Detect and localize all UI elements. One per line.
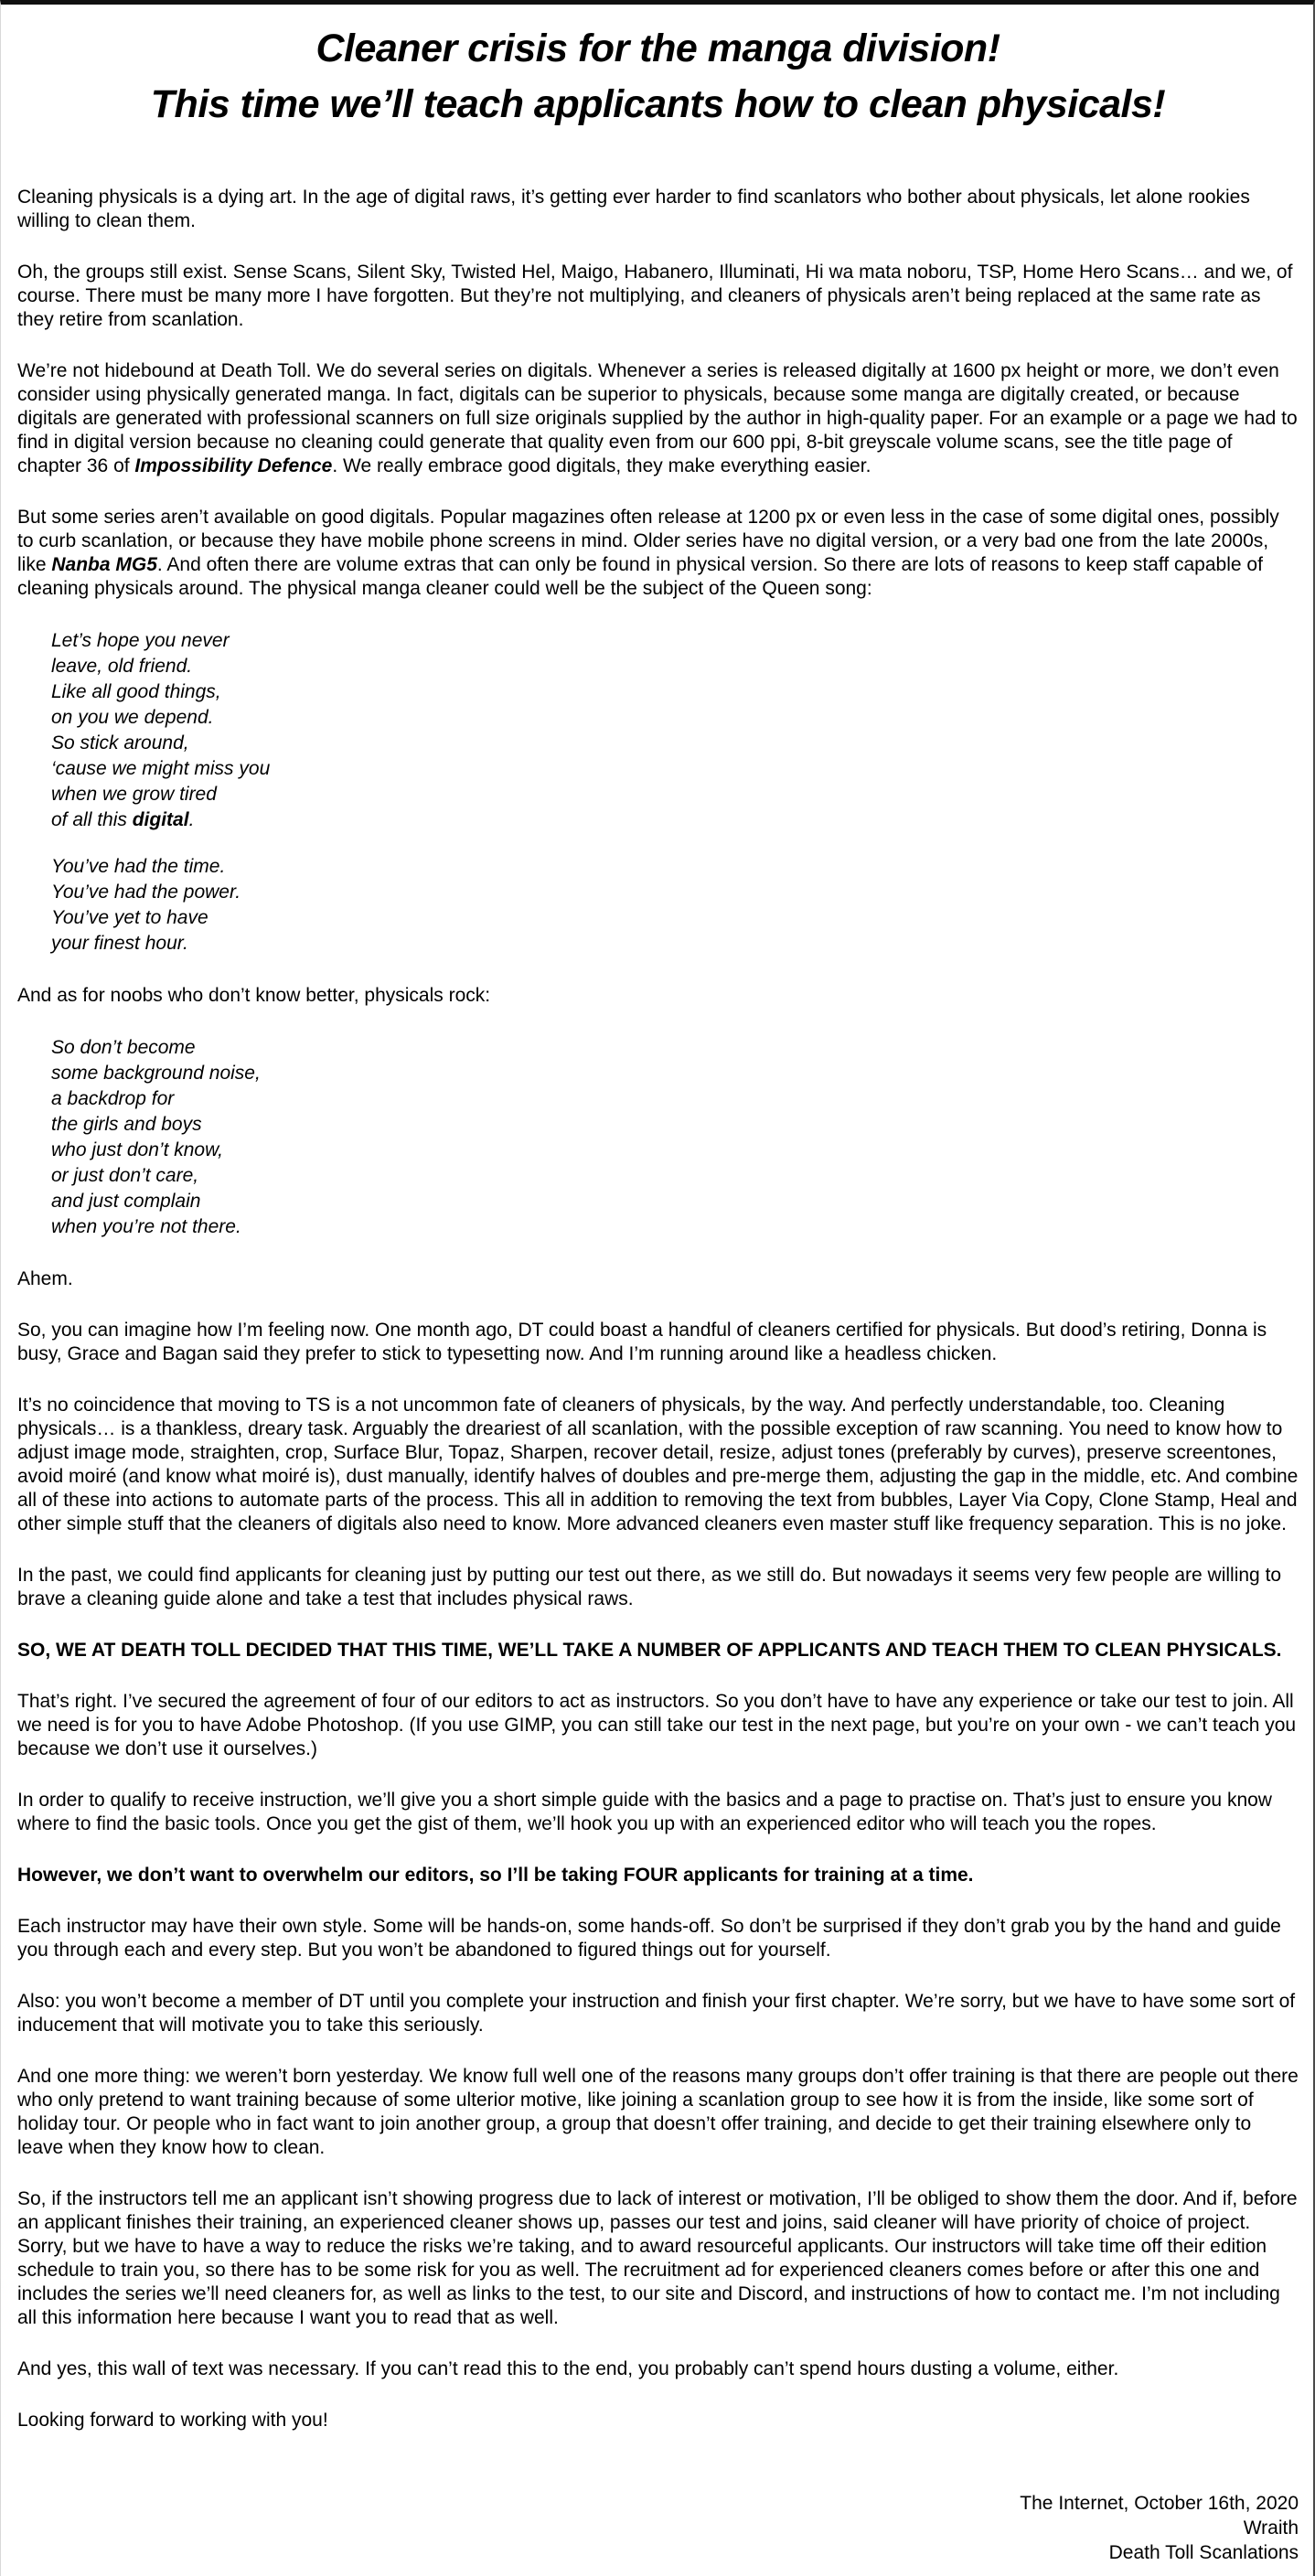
- paragraph-risks: So, if the instructors tell me an applicant isn’t showing progress due to lack of interest or motivation, I’ll be obliged to show them the door. And if, before an applicant finishes their training, an experienced cleaner shows up, passes our test and joins, said cleaner will have priority of choice of project. Sorry, but we have to have a way to reduce the risks we’re taking, and to award resourceful applicants. Our instructors will take time off their edition schedule to train you, so there has to be some risk for you as well. The recruitment ad for experienced cleaners comes before or after this one and includes the series we’ll need cleaners for, as well as links to the test, to our site and Discord, and instructions of how to contact me. I’m not including all this information here because I want you to read that as well.: [17, 2188, 1298, 2328]
- quote-bold-word: digital: [132, 809, 189, 830]
- quote-line: leave, old friend.: [51, 656, 193, 677]
- quote-line: who just don’t know,: [51, 1139, 223, 1160]
- paragraph-groups: Oh, the groups still exist. Sense Scans, Silent Sky, Twisted Hel, Maigo, Habanero, Illuminati, Hi wa mata noboru, TSP, Home Hero Scans… and we, of course. There must be many more I have forgotten. But they’re not multiplying, and cleaners of physicals aren’t being replaced at the same rate as they retire from scanlation.: [17, 262, 1293, 330]
- paragraph-four-applicants: However, we don’t want to overwhelm our editors, so I’ll be taking FOUR applicants for training at a time.: [17, 1865, 974, 1886]
- quote-line-with-bold: [51, 807, 1299, 833]
- quote-line-pre: of all this: [51, 809, 133, 830]
- queen-quote-stanza-1: [51, 628, 1299, 833]
- article-body: [17, 186, 1299, 2565]
- quote-line: when we grow tired: [51, 784, 217, 805]
- paragraph-one-more-thing: And one more thing: we weren’t born yesterday. We know full well one of the reasons many groups don’t offer training is that there are people out there who only pretend to want training because of some ulterior motive, like joining a scanlation group to see how it is from the inside, like some sort of holiday tour. Or people who in fact want to join another group, a group that doesn’t offer training, and decide to get their training elsewhere only to leave when they know how to clean.: [17, 2066, 1299, 2158]
- paragraph-no-digitals: [17, 506, 1299, 601]
- page-title-line1: Cleaner crisis for the manga division!: [315, 27, 1000, 70]
- quote-line-post: .: [188, 809, 195, 830]
- quote-line: Let’s hope you never: [51, 630, 230, 651]
- queen-quote-stanza-2: [51, 854, 1299, 957]
- paragraph-intro: Cleaning physicals is a dying art. In the age of digital raws, it’s getting ever harder to find scanlators who bother about physicals, let alone rookies willing to clean them.: [17, 187, 1250, 231]
- paragraph-announcement: SO, WE AT DEATH TOLL DECIDED THAT THIS TIME, WE’LL TAKE A NUMBER OF APPLICANTS AND TEACH THEM TO CLEAN PHYSICALS.: [17, 1640, 1282, 1661]
- quote-line: a backdrop for: [51, 1088, 175, 1109]
- signature-author: Wraith: [1243, 2517, 1299, 2539]
- paragraph-thats-right: That’s right. I’ve secured the agreement of four of our editors to act as instructors. So you don’t have to have any experience or take our test to join. All we need is for you to have Adobe Photoshop. (If you use GIMP, you can still take our test in the next page, but you’re on your own - we can’t teach you because we don’t use it ourselves.): [17, 1691, 1297, 1759]
- signature-group: Death Toll Scanlations: [1108, 2542, 1299, 2563]
- quote-line: So stick around,: [51, 732, 189, 754]
- quote-line: or just don’t care,: [51, 1165, 199, 1186]
- signature-date: The Internet, October 16th, 2020: [1020, 2493, 1299, 2514]
- quote-line: when you’re not there.: [51, 1216, 241, 1237]
- quote-line: So don’t become: [51, 1037, 196, 1058]
- paragraph-looking-forward: Looking forward to working with you!: [17, 2410, 328, 2431]
- paragraph-hidebound: [17, 359, 1299, 478]
- paragraph-qualify: In order to qualify to receive instruction, we’ll give you a short simple guide with the basics and a page to practise on. That’s just to ensure you know where to find the basic tools. Once you get the gist of them, we’ll hook you up with an experienced editor who will teach you the ropes.: [17, 1790, 1272, 1834]
- paragraph-noobs: And as for noobs who don’t know better, physicals rock:: [17, 985, 491, 1006]
- quote-line: You’ve had the time.: [51, 856, 226, 877]
- queen-quote-stanza-3: [51, 1035, 1299, 1240]
- paragraph-ahem: Ahem.: [17, 1268, 73, 1289]
- paragraph-wall-of-text: And yes, this wall of text was necessary. If you can’t read this to the end, you probably can’t spend hours dusting a volume, either.: [17, 2358, 1119, 2379]
- quote-line: some background noise,: [51, 1063, 261, 1084]
- quote-line: on you we depend.: [51, 707, 214, 728]
- page-title: [17, 21, 1299, 133]
- paragraph-past-applicants: In the past, we could find applicants for cleaning just by putting our test out there, as we still do. But nowadays it seems very few people are willing to brave a cleaning guide alone and take a test that includes physical raws.: [17, 1565, 1282, 1609]
- quote-line: You’ve had the power.: [51, 882, 241, 903]
- quote-line: ‘cause we might miss you: [51, 758, 271, 779]
- series-title-impossibility-defence: Impossibility Defence: [134, 455, 333, 476]
- paragraph-membership: Also: you won’t become a member of DT until you complete your instruction and finish your first chapter. We’re sorry, but we have to have some sort of inducement that will motivate you to take this seriously.: [17, 1991, 1296, 2036]
- quote-line: the girls and boys: [51, 1114, 202, 1135]
- paragraph-hidebound-post: . We really embrace good digitals, they make everything easier.: [332, 455, 871, 476]
- quote-line: your finest hour.: [51, 933, 188, 954]
- paragraph-ts-fate: It’s no coincidence that moving to TS is a not uncommon fate of cleaners of physicals, by the way. And perfectly understandable, too. Cleaning physicals… is a thankless, dreary task. Arguably the dreariest of all scanlation, with the possible exception of raw scanning. You need to know how to adjust image mode, straighten, crop, Surface Blur, Topaz, Sharpen, recover detail, resize, adjust tones (preferably by curves), preserve screentones, avoid moiré (and know what moiré is), dust manually, identify halves of doubles and pre-merge them, adjusting the gap in the middle, etc. And combine all of these into actions to automate parts of the process. This all in addition to removing the text from bubbles, Layer Via Copy, Clone Stamp, Heal and other simple stuff that the cleaners of digitals also need to know. More advanced cleaners even master stuff like frequency separation. This is no joke.: [17, 1395, 1299, 1534]
- paragraph-hidebound-pre: We’re not hidebound at Death Toll. We do several series on digitals. Whenever a series is released digitally at 1600 px height or more, we don’t even consider using physically generated manga. In fact, digitals can be superior to physicals, because some manga are digitally created, or because digitals are generated with professional scanners on full size originals supplied by the author in high-quality paper. For an example or a page we had to find in digital version because no cleaning could generate that quality even from our 600 ppi, 8-bit greyscale volume scans, see the title page of chapter 36 of: [17, 360, 1298, 476]
- quote-line: You’ve yet to have: [51, 907, 208, 928]
- signature-block: [17, 2491, 1299, 2565]
- paragraph-no-digitals-post: . And often there are volume extras that can only be found in physical version. So there are lots of reasons to keep staff capable of cleaning physicals around. The physical manga cleaner could well be the subject of the Queen song:: [17, 554, 1263, 599]
- quote-line: and just complain: [51, 1191, 201, 1212]
- paragraph-no-digitals-pre: But some series aren’t available on good digitals. Popular magazines often release at 1200 px or even less in the case of some digital ones, possibly to curb scanlation, or because they have mobile phone screens in mind. Older series have no digital version, or a very bad one from the late 2000s, like: [17, 507, 1279, 575]
- paragraph-instructor-style: Each instructor may have their own style. Some will be hands-on, some hands-off. So don’t be surprised if they don’t grab you by the hand and guide you through each and every step. But you won’t be abandoned to figured things out for yourself.: [17, 1916, 1281, 1961]
- series-title-nanba-mg5: Nanba MG5: [51, 554, 157, 575]
- paragraph-feeling: So, you can imagine how I’m feeling now. One month ago, DT could boast a handful of cleaners certified for physicals. But dood’s retiring, Donna is busy, Grace and Bagan said they prefer to stick to typesetting now. And I’m running around like a headless chicken.: [17, 1320, 1267, 1364]
- quote-line: Like all good things,: [51, 681, 221, 702]
- page-title-line2: This time we’ll teach applicants how to clean physicals!: [150, 82, 1166, 126]
